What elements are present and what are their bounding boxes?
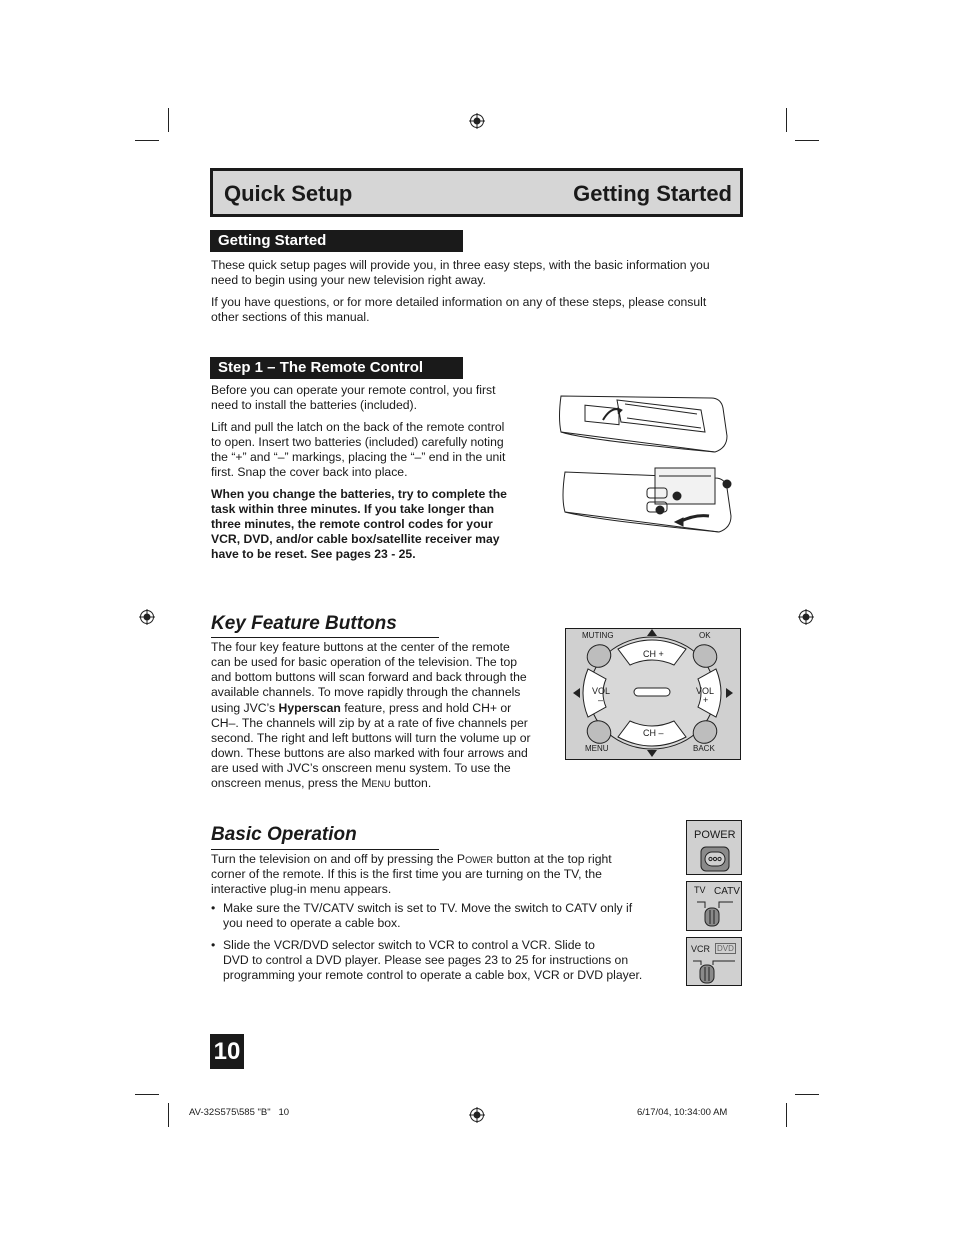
vol-down-button-sign: – [598, 695, 604, 705]
bullet-text-line: you need to operate a cable box. [223, 916, 401, 930]
bullet-text-line: DVD to control a DVD player. Please see pages 23 to 25 for instructions on [223, 953, 629, 967]
key-features-text-line: down. These buttons are also marked with four arrows and [211, 746, 528, 760]
key-features-text-line: available channels. To move rapidly through the channels [211, 685, 521, 699]
footer-timestamp: 6/17/04, 10:34:00 AM [637, 1107, 728, 1118]
vol-down-button-label: VOL [592, 686, 611, 696]
page-header [210, 168, 743, 217]
basic-operation-text-line: corner of the remote. If this is the first time you are turning on the TV, the [211, 867, 602, 881]
step1-warning-line: three minutes, the remote control codes for your [211, 517, 493, 531]
step1-text-line: the “+” and “–” markings, placing the “–” end in the unit [211, 450, 506, 464]
vcr-dvd-switch-icon [691, 957, 737, 985]
step1-heading: Step 1 – The Remote Control [210, 357, 463, 379]
muting-button-label: MUTING [582, 631, 614, 640]
power-button-diagram [686, 820, 742, 875]
ch-plus-button-label: CH + [643, 649, 664, 659]
vcr-dvd-switch-diagram [686, 937, 742, 986]
crop-mark [135, 140, 159, 141]
basic-operation-text-line: interactive plug-in menu appears. [211, 882, 392, 896]
vol-up-button-label: VOL [696, 686, 715, 696]
crop-mark [795, 1094, 819, 1095]
bullet-item [211, 901, 671, 933]
step1-text-line: Lift and pull the latch on the back of the remote control [211, 420, 505, 434]
registration-mark-icon [798, 609, 814, 625]
back-button-label: BACK [693, 744, 715, 753]
key-features-text-line: using JVC’s Hyperscan feature, press and hold CH+ or [211, 701, 512, 715]
step1-text-line: to open. Insert two batteries (included) carefully noting [211, 435, 504, 449]
tv-catv-switch-icon [693, 898, 737, 928]
vol-up-button-sign: + [703, 695, 709, 705]
page-number: 10 [210, 1034, 244, 1069]
power-label: POWER [694, 829, 736, 841]
step1-warning-line: have to be reset. See pages 23 - 25. [211, 547, 416, 561]
crop-mark [795, 140, 819, 141]
vcr-label: VCR [691, 944, 711, 954]
bullet-text-line: Make sure the TV/CATV switch is set to TV. Move the switch to CATV only if [223, 901, 633, 915]
intro-paragraph-line: need to begin using your new television right away. [211, 273, 486, 287]
basic-operation-heading: Basic Operation [211, 824, 357, 845]
bullet-dot: • [211, 901, 216, 915]
footer-file-info: AV-32S575\585 "B" 10 [189, 1107, 290, 1118]
basic-operation-text-line: Turn the television on and off by pressing the POWER button at the top right [211, 852, 612, 866]
key-feature-keypad-diagram [565, 628, 741, 760]
key-features-text-line: can be used for basic operation of the television. The top [211, 655, 518, 669]
ch-minus-button-label: CH – [643, 728, 664, 738]
intro-paragraph-line: These quick setup pages will provide you, in three easy steps, with the basic information you [211, 258, 710, 272]
remote-battery-illustration [555, 388, 733, 538]
step1-warning-line: task within three minutes. If you take longer than [211, 502, 495, 516]
key-features-text-line: CH–. The channels will zip by at a rate of five channels per [211, 716, 528, 730]
intro-paragraph-line: If you have questions, or for more detailed information on any of these steps, please consult [211, 295, 707, 309]
tv-catv-switch-diagram [686, 881, 742, 931]
tv-label: TV [694, 885, 706, 895]
catv-label: CATV [714, 886, 740, 897]
registration-mark-icon [469, 113, 485, 129]
bullet-text-line: Slide the VCR/DVD selector switch to VCR to control a VCR. Slide to [223, 938, 595, 952]
key-features-text-line: second. The right and left buttons will turn the volume up or [211, 731, 531, 745]
registration-mark-icon [139, 609, 155, 625]
key-features-text-line: The four key feature buttons at the center of the remote [211, 640, 510, 654]
key-features-text-line: are used with JVC’s onscreen menu system. To use the [211, 761, 511, 775]
key-features-heading: Key Feature Buttons [211, 613, 397, 634]
intro-paragraph-line: other sections of this manual. [211, 310, 370, 324]
crop-mark [135, 1094, 159, 1095]
header-left-title: Quick Setup [224, 181, 353, 206]
heading-underline [211, 637, 439, 638]
bullet-item [211, 938, 671, 986]
crop-mark [168, 108, 169, 132]
heading-underline [211, 849, 439, 850]
key-features-text-line: and bottom buttons will scan forward and back through the [211, 670, 527, 684]
bullet-dot: • [211, 938, 216, 952]
registration-mark-icon [469, 1107, 485, 1123]
step1-text-line: Before you can operate your remote control, you first [211, 383, 496, 397]
step1-text-line: need to install the batteries (included). [211, 398, 417, 412]
header-right-title: Getting Started [573, 181, 732, 206]
dvd-label: DVD [717, 944, 734, 953]
crop-mark [786, 1103, 787, 1127]
step1-warning-line: When you change the batteries, try to complete the [211, 487, 507, 501]
step1-warning-line: VCR, DVD, and/or cable box/satellite receiver may [211, 532, 500, 546]
getting-started-heading: Getting Started [210, 230, 463, 252]
step1-text-line: first. Snap the cover back into place. [211, 465, 408, 479]
crop-mark [786, 108, 787, 132]
crop-mark [168, 1103, 169, 1127]
key-features-text-line: onscreen menus, press the MENU button. [211, 776, 432, 790]
power-button-icon [700, 846, 730, 872]
bullet-text-line: programming your remote control to operate a cable box, VCR or DVD player. [223, 968, 643, 982]
ok-button-label: OK [699, 631, 711, 640]
menu-button-label: MENU [585, 744, 609, 753]
